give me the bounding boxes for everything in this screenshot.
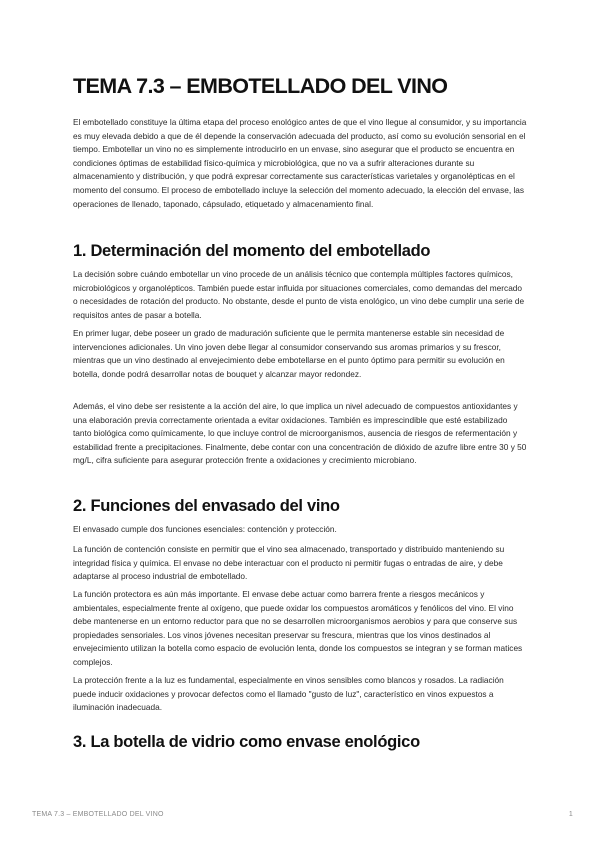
- section-1-paragraph-1: La decisión sobre cuándo embotellar un vino procede de un análisis técnico que contempla múltiples factores químicos, microbiológicos y organolépticos. También puede estar influida por situaciones comerciales, como demandas del mercado o necesidades de rotación del producto. No obstante, desde el punto de vista enológico, un vino debe cumplir una serie de requisitos antes de pasar a botella.: [73, 269, 525, 320]
- section-2-paragraph-2: La función de contención consiste en permitir que el vino sea almacenado, transportado y distribuido manteniendo su integridad física y química. El envase no debe interactuar con el producto ni permitir fugas o entradas de aire, y debe adaptarse al proceso industrial de embotellado.: [73, 544, 505, 582]
- section-2-heading: 2. Funciones del envasado del vino: [73, 497, 340, 515]
- section-1-heading: 1. Determinación del momento del embotellado: [73, 242, 431, 260]
- section-1-paragraph-2: En primer lugar, debe poseer un grado de maduración suficiente que le permita mantenerse estable sin necesidad de intervenciones adicionales. Un vino joven debe llegar al consumidor conservando sus aromas primarios y su frescor, mientras que un vino destinado al envejecimiento debe embotellarse en el punto óptimo para permitir su evolución en botella, donde podrá desarrollar notas de bouquet y alcanzar mayor redondez.: [73, 328, 505, 379]
- section-2-paragraph-3: La función protectora es aún más importante. El envase debe actuar como barrera frente a riesgos mecánicos y ambientales, especialmente frente al oxígeno, que puede oxidar los compuestos aromáticos y fenólicos del vino. El vino debe mantenerse en un entorno reductor para que no se desarrollen microorganismos aerobios y para que conserve sus propiedades sensoriales. Los vinos jóvenes necesitan preservar su frescura, mientras que los vinos destinados al envejecimiento utilizan la botella como espacio de evolución lenta, donde los compuestos se integran y se forman matices complejos.: [73, 589, 523, 667]
- page-title: TEMA 7.3 – EMBOTELLADO DEL VINO: [73, 74, 448, 98]
- intro-paragraph: El embotellado constituye la última etapa del proceso enológico antes de que el vino llegue al consumidor, y su importancia es muy elevada debido a que de él depende la conservación adecuada del producto, así como su evolución sensorial en el tiempo. Embotellar un vino no es simplemente introducirlo en un envase, sino asegurar que el producto se encuentra en condiciones óptimas de estabilidad físico-química y microbiológica, que no va a sufrir alteraciones durante su almacenamiento y distribución, y que podrá expresar correctamente sus características varietales y organolépticas en el momento del consumo. El proceso de embotellado incluye la selección del momento adecuado, la elección del envase, las operaciones de llenado, taponado, cápsulado, etiquetado y almacenamiento final.: [73, 117, 527, 209]
- section-2-paragraph-4: La protección frente a la luz es fundamental, especialmente en vinos sensibles como blancos y rosados. La radiación puede inducir oxidaciones y provocar defectos como el llamado "gusto de luz", característico en vinos expuestos a iluminación inadecuada.: [73, 675, 504, 713]
- section-1-paragraph-3: Además, el vino debe ser resistente a la acción del aire, lo que implica un nivel adecuado de compuestos antioxidantes y una elaboración previa correctamente orientada a evitar oxidaciones. También es imprescindible que esté estabilizado tanto biológica como químicamente, lo que incluye control de microorganismos, ausencia de riesgos de refermentación y estabilidad frente a precipitaciones. Finalmente, debe contar con una concentración de dióxido de azufre libre entre 30 y 50 mg/L, cifra suficiente para asegurar protección frente a oxidaciones y crecimiento microbiano.: [73, 401, 527, 466]
- section-3-heading: 3. La botella de vidrio como envase enológico: [73, 733, 420, 751]
- footer-title: TEMA 7.3 – EMBOTELLADO DEL VINO: [32, 811, 164, 818]
- section-2-paragraph-1: El envasado cumple dos funciones esenciales: contención y protección.: [73, 524, 337, 534]
- footer-page-number: 1: [568, 811, 573, 818]
